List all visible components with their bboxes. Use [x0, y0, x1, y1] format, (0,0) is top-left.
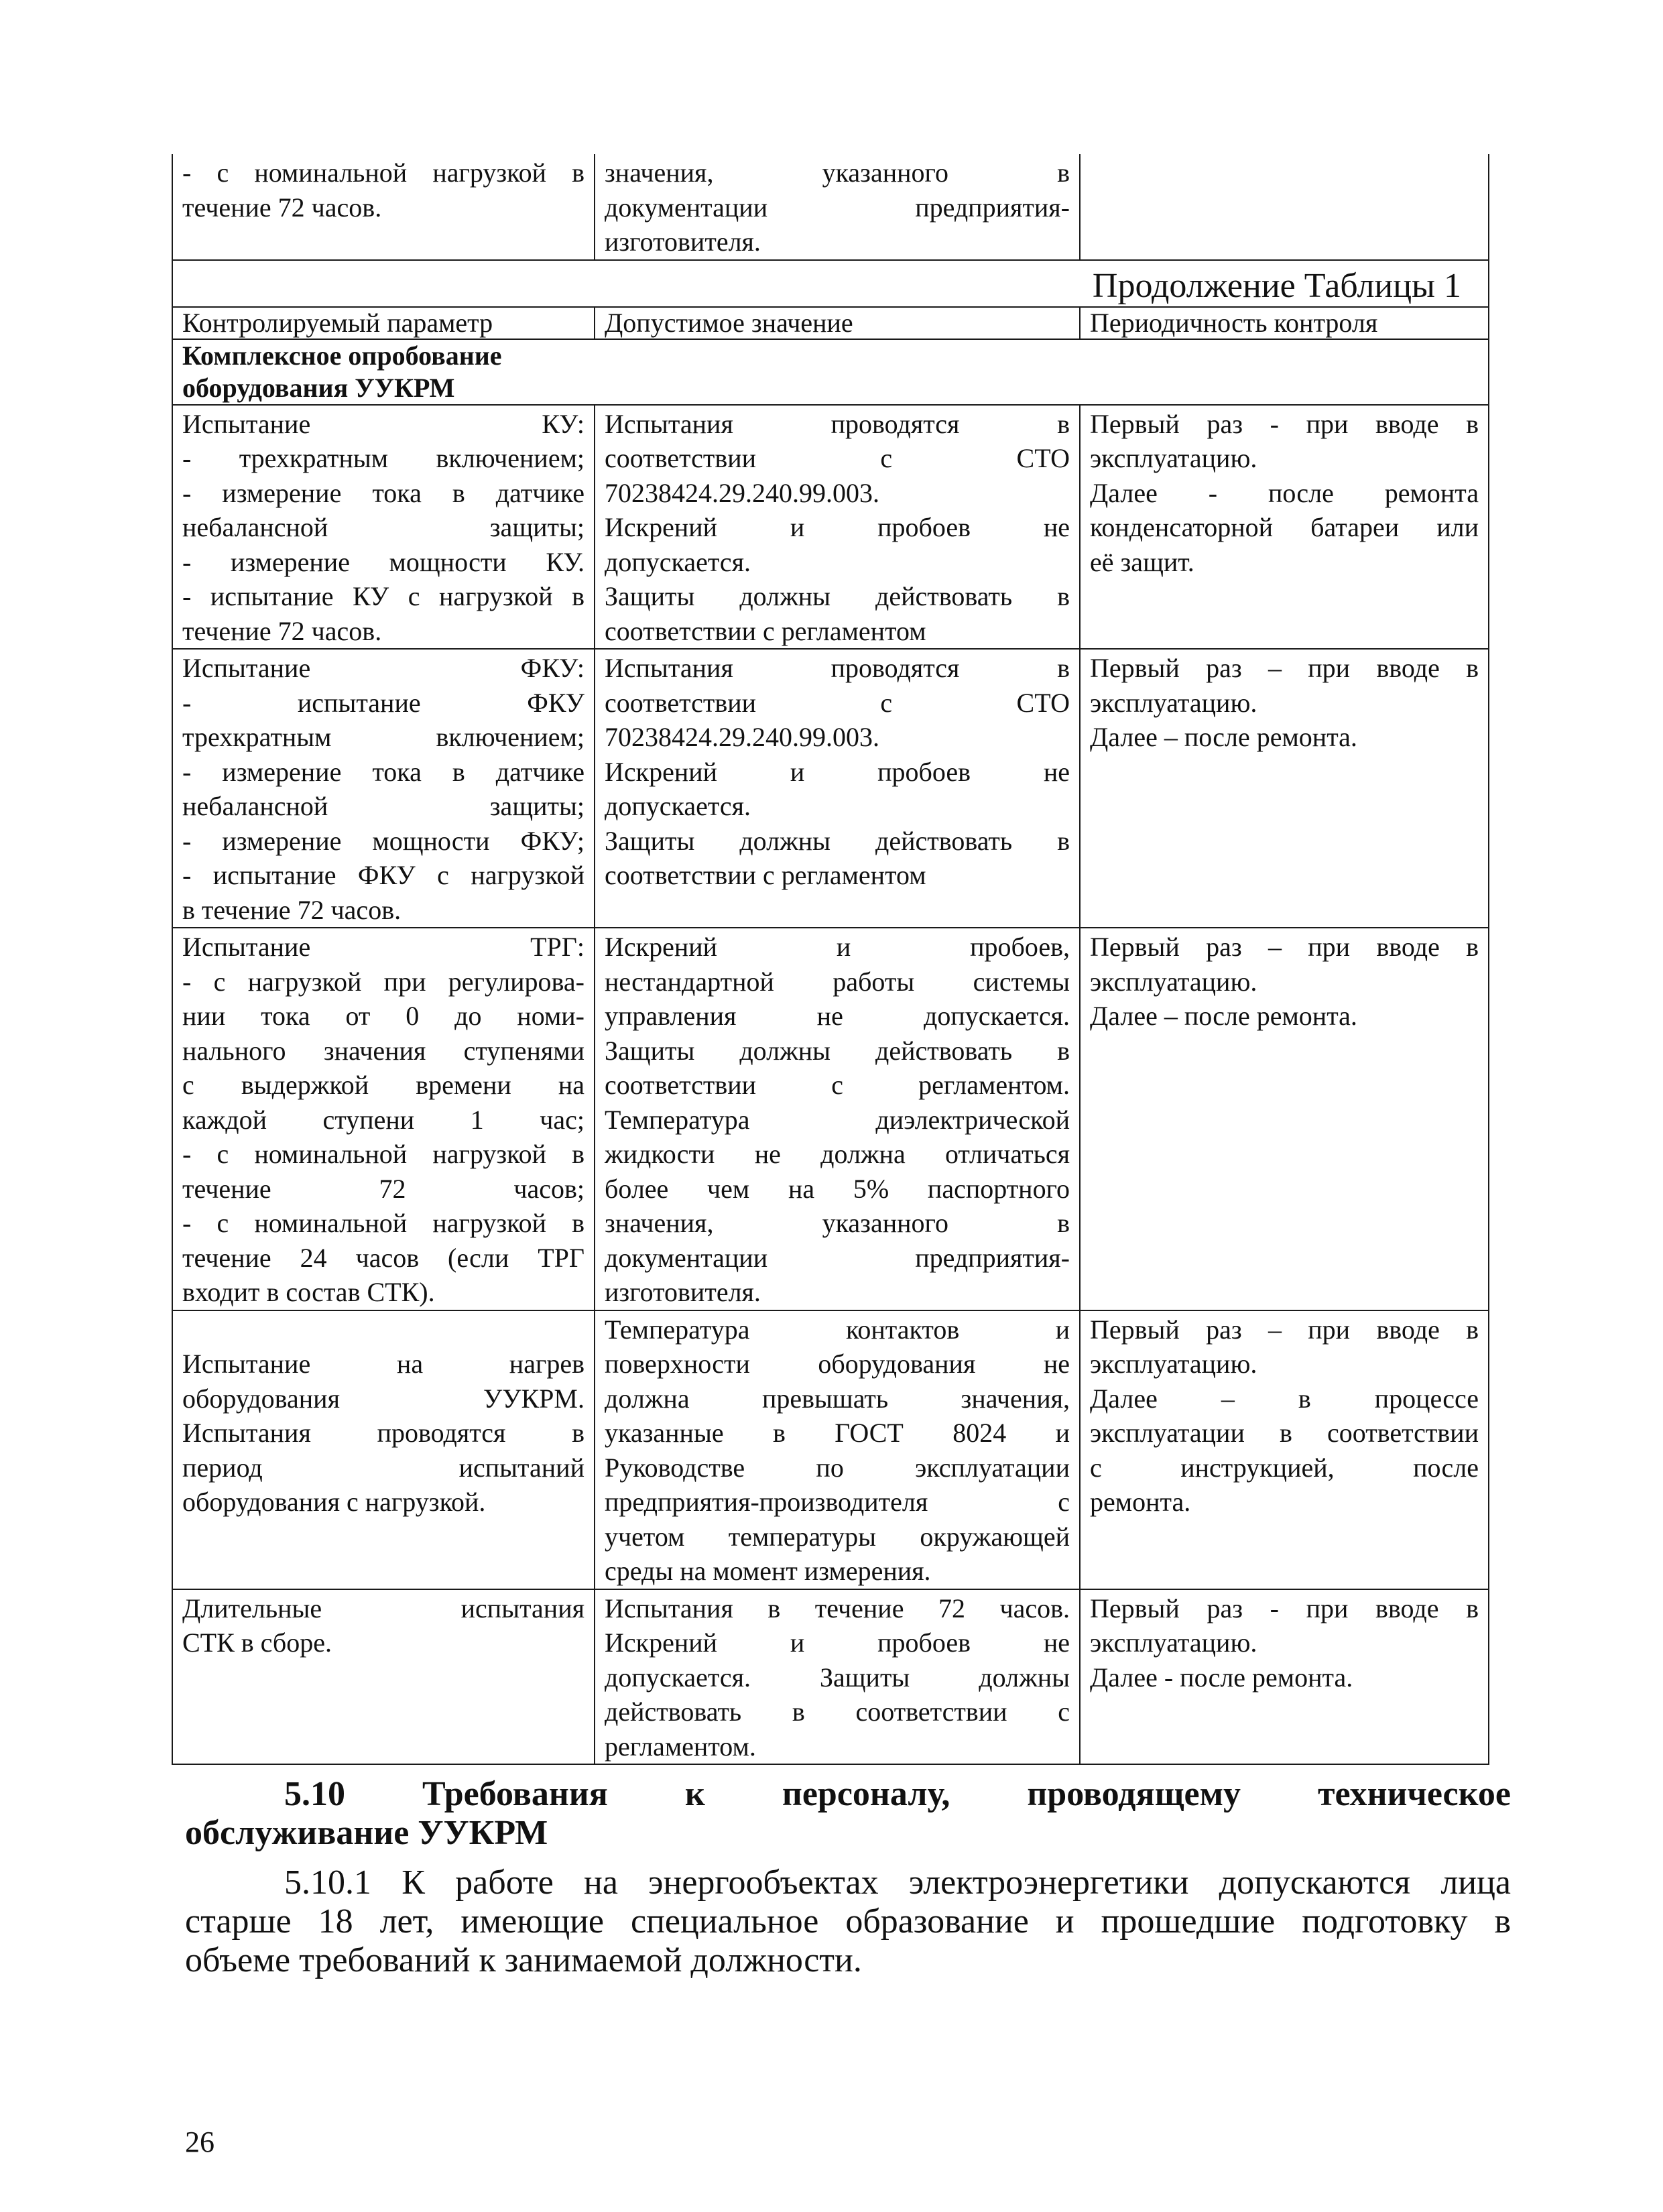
cell-line: Температура контактов и: [605, 1314, 1070, 1345]
cell-line: Испытания проводятся в: [605, 408, 1070, 439]
cell-line: с инструкцией, после: [1090, 1452, 1479, 1483]
cell-line: более чем на 5% паспортного: [605, 1173, 1070, 1204]
param-cell: [172, 154, 595, 260]
control-table: [172, 154, 1489, 1765]
cell-line: изготовителя.: [605, 227, 761, 257]
param-cell: [172, 928, 595, 1310]
column-header: Периодичность контроля: [1080, 307, 1489, 339]
table-row-continued: [172, 154, 1489, 260]
cell-line: Защиты должны действовать в: [605, 825, 1070, 856]
cell-line: течение 72 часов.: [182, 192, 382, 223]
period-cell: [1080, 649, 1489, 928]
cell-line: Испытания в течение 72 часов.: [605, 1593, 1070, 1623]
cell-line: трехкратным включением;: [182, 722, 584, 752]
cell-line: допускается.: [605, 791, 751, 821]
cell-line: - трехкратным включением;: [182, 443, 584, 473]
cell-line: в течение 72 часов.: [182, 894, 402, 925]
paragraph-line-1: 5.10.1 К работе на энергообъектах электроэнергетики допускаются лица: [284, 1863, 1511, 1902]
cell-line: Защиты должны действовать в: [605, 1035, 1070, 1066]
cell-line: период испытаний: [182, 1452, 584, 1483]
period-cell: [1080, 154, 1489, 260]
cell-line: СТК в сборе.: [182, 1627, 332, 1658]
table-row: [172, 1589, 1489, 1765]
period-cell: [1080, 1589, 1489, 1765]
cell-line: Далее - после ремонта: [1090, 477, 1479, 508]
cell-line: документации предприятия-: [605, 1242, 1070, 1273]
cell-line: 70238424.29.240.99.003.: [605, 722, 879, 752]
cell-line: Испытание ФКУ:: [182, 653, 584, 683]
cell-line: значения, указанного в: [605, 1208, 1070, 1238]
value-cell: [595, 928, 1080, 1310]
cell-line: небалансной защиты;: [182, 791, 584, 821]
period-cell: [1080, 928, 1489, 1310]
cell-line: Искрений и пробоев,: [605, 932, 1070, 962]
cell-line: соответствии с регламентом: [605, 615, 926, 646]
cell-line: Искрений и пробоев не: [605, 756, 1070, 787]
cell-line: - испытание ФКУ с нагрузкой: [182, 860, 584, 890]
cell-line: - измерение тока в датчике: [182, 477, 584, 508]
empty-cell: [595, 339, 1080, 405]
cell-line: Искрений и пробоев не: [605, 1627, 1070, 1658]
cell-line: эксплуатацию.: [1090, 687, 1257, 718]
cell-line: нального значения ступенями: [182, 1035, 584, 1066]
section-heading-line-1: 5.10 Требования к персоналу, проводящему техническое: [284, 1775, 1511, 1813]
cell-line: Первый раз - при вводе в: [1090, 1593, 1479, 1623]
cell-line: оборудования с нагрузкой.: [182, 1487, 486, 1517]
section-heading: [185, 1775, 1511, 1853]
continuation-caption: Продолжение Таблицы 1: [172, 260, 1489, 307]
table-row: [172, 405, 1489, 650]
cell-line: жидкости не должна отличаться: [605, 1139, 1070, 1169]
cell-line: Первый раз – при вводе в: [1090, 932, 1479, 962]
section-heading-line-2: обслуживание УУКРМ: [185, 1814, 548, 1852]
cell-line: изготовителя.: [605, 1277, 761, 1307]
cell-line: среды на момент измерения.: [605, 1556, 931, 1586]
cell-line: оборудования УУКРМ.: [182, 1383, 584, 1414]
header-row: [172, 307, 1489, 339]
cell-line: Испытание ТРГ:: [182, 932, 584, 962]
cell-line: соответствии с регламентом: [605, 860, 926, 890]
cell-line: Первый раз – при вводе в: [1090, 653, 1479, 683]
cell-line: эксплуатацию.: [1090, 1627, 1257, 1658]
table-row: [172, 928, 1489, 1310]
cell-line: Далее - после ремонта.: [1090, 1662, 1353, 1693]
cell-line: регламентом.: [605, 1731, 756, 1762]
cell-line: эксплуатацию.: [1090, 966, 1257, 997]
cell-line: управления не допускается.: [605, 1001, 1070, 1031]
section-row: [172, 339, 1489, 405]
page-number: 26: [185, 2126, 214, 2158]
cell-line: нестандартной работы системы: [605, 966, 1070, 997]
cell-line: [182, 1312, 584, 1347]
column-header: Допустимое значение: [595, 307, 1080, 339]
cell-line: ремонта.: [1090, 1487, 1191, 1517]
table-row: [172, 649, 1489, 928]
cell-line: - измерение мощности КУ.: [182, 546, 584, 577]
cell-line: - испытание КУ с нагрузкой в: [182, 581, 584, 611]
cell-line: - с номинальной нагрузкой в: [182, 1139, 584, 1169]
cell-line: - с номинальной нагрузкой в: [182, 1208, 584, 1238]
value-cell: [595, 649, 1080, 928]
value-cell: [595, 405, 1080, 650]
value-cell: [595, 1589, 1080, 1765]
table-row: [172, 1310, 1489, 1589]
cell-line: учетом температуры окружающей: [605, 1521, 1070, 1552]
cell-line: Первый раз - при вводе в: [1090, 408, 1479, 439]
cell-line: действовать в соответствии с: [605, 1697, 1070, 1727]
cell-line: документации предприятия-: [605, 192, 1070, 223]
cell-line: входит в состав СТК).: [182, 1277, 435, 1307]
cell-line: допускается.: [605, 546, 751, 577]
cell-line: Испытания проводятся в: [182, 1418, 584, 1448]
cell-line: Искрений и пробоев не: [605, 512, 1070, 542]
cell-line: соответствии с СТО: [605, 687, 1070, 718]
cell-line: с выдержкой времени на: [182, 1070, 584, 1100]
cell-line: допускается. Защиты должны: [605, 1662, 1070, 1693]
paragraph-line-2: старше 18 лет, имеющие специальное образование и прошедшие подготовку в: [185, 1902, 1511, 1941]
cell-line: поверхности оборудования не: [605, 1349, 1070, 1379]
cell-line: соответствии с регламентом.: [605, 1070, 1070, 1100]
cell-line: Испытание КУ:: [182, 408, 584, 439]
cell-line: течение 24 часов (если ТРГ: [182, 1242, 584, 1273]
cell-line: должна превышать значения,: [605, 1383, 1070, 1414]
cell-line: конденсаторной батареи или: [1090, 512, 1479, 542]
cell-line: Далее – после ремонта.: [1090, 722, 1357, 752]
cell-line: предприятия-производителя с: [605, 1487, 1070, 1517]
cell-line: Руководстве по эксплуатации: [605, 1452, 1070, 1483]
cell-line: эксплуатацию.: [1090, 443, 1257, 473]
cell-line: Далее – в процессе: [1090, 1383, 1479, 1414]
cell-line: значения, указанного в: [605, 158, 1070, 188]
column-header: Контролируемый параметр: [172, 307, 595, 339]
table-container: [172, 154, 1488, 1765]
cell-line: Испытание на нагрев: [182, 1349, 584, 1379]
cell-line: Первый раз – при вводе в: [1090, 1314, 1479, 1345]
param-cell: [172, 1589, 595, 1765]
cell-line: Испытания проводятся в: [605, 653, 1070, 683]
period-cell: [1080, 1310, 1489, 1589]
empty-cell: [1080, 339, 1489, 405]
cell-line: её защит.: [1090, 546, 1194, 577]
cell-line: эксплуатацию.: [1090, 1349, 1257, 1379]
cell-line: 70238424.29.240.99.003.: [605, 477, 879, 508]
cell-line: Температура диэлектрической: [605, 1104, 1070, 1135]
cell-line: - измерение мощности ФКУ;: [182, 825, 584, 856]
param-cell: [172, 1310, 595, 1589]
value-cell: [595, 154, 1080, 260]
continuation-row: [172, 260, 1489, 307]
paragraph-line-3: объеме требований к занимаемой должности.: [185, 1941, 862, 1979]
section-title: Комплексное опробование оборудования УУКРМ: [172, 339, 595, 405]
cell-line: нии тока от 0 до номи-: [182, 1001, 584, 1031]
period-cell: [1080, 405, 1489, 650]
cell-line: - с номинальной нагрузкой в: [182, 158, 584, 188]
param-cell: [172, 405, 595, 650]
param-cell: [172, 649, 595, 928]
cell-line: течение 72 часов;: [182, 1173, 584, 1204]
cell-line: - испытание ФКУ: [182, 687, 584, 718]
cell-line: Далее – после ремонта.: [1090, 1001, 1357, 1031]
cell-line: небалансной защиты;: [182, 512, 584, 542]
value-cell: [595, 1310, 1080, 1589]
cell-line: каждой ступени 1 час;: [182, 1104, 584, 1135]
cell-line: соответствии с СТО: [605, 443, 1070, 473]
cell-line: Защиты должны действовать в: [605, 581, 1070, 611]
cell-line: - с нагрузкой при регулирова-: [182, 966, 584, 997]
cell-line: Длительные испытания: [182, 1593, 584, 1623]
cell-line: - измерение тока в датчике: [182, 756, 584, 787]
cell-line: указанные в ГОСТ 8024 и: [605, 1418, 1070, 1448]
cell-line: течение 72 часов.: [182, 615, 382, 646]
cell-line: эксплуатации в соответствии: [1090, 1418, 1479, 1448]
section-paragraph: [185, 1863, 1511, 1980]
